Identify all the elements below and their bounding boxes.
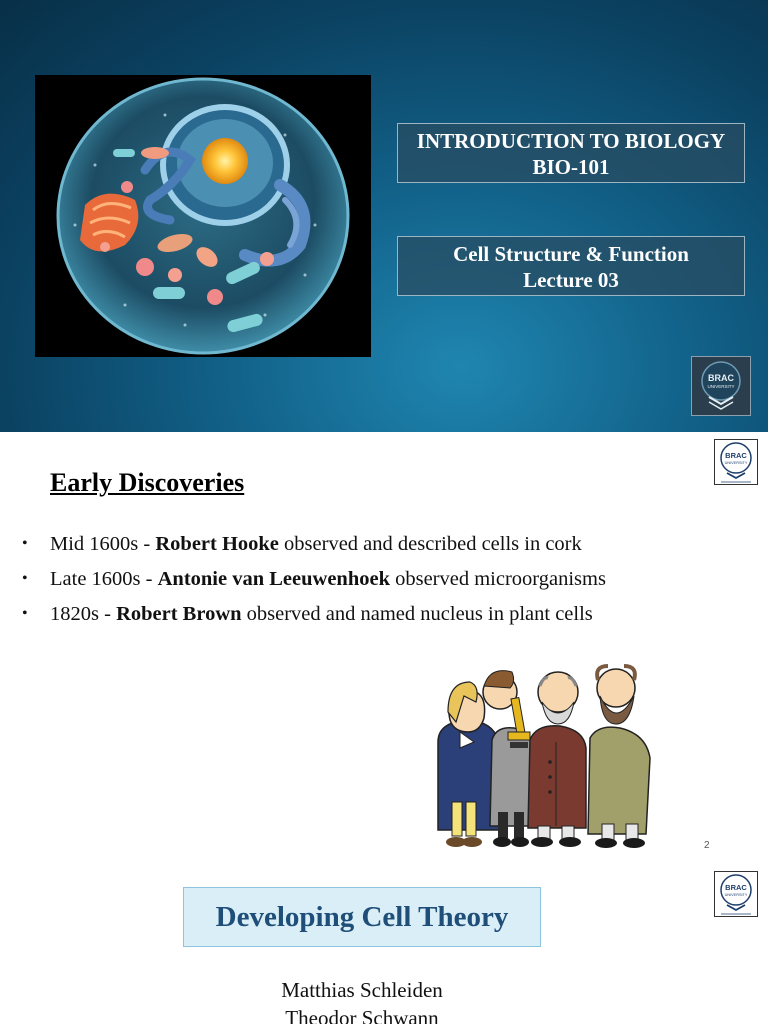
scientist-name: Robert Brown [116, 603, 242, 625]
svg-text:BRAC: BRAC [708, 373, 734, 383]
bullet-icon: • [22, 570, 28, 587]
list-item: • Mid 1600s - Robert Hooke observed and described cells in cork [22, 530, 606, 565]
cell-theory-slide [0, 864, 768, 1024]
scientist-name: Theodor Schwann [285, 1006, 439, 1024]
scientist-name: Robert Hooke [155, 533, 279, 555]
scientist-name: Matthias Schleiden [281, 978, 443, 1002]
list-item: • Late 1600s - Antonie van Leeuwenhoek observed microorganisms [22, 565, 606, 600]
early-discoveries-slide [0, 432, 768, 864]
brac-university-logo [691, 356, 751, 416]
scientist-names [0, 976, 724, 1024]
svg-text:UNIVERSITY: UNIVERSITY [707, 384, 735, 389]
course-title: INTRODUCTION TO BIOLOGY [416, 129, 726, 153]
svg-text:BRAC: BRAC [725, 451, 747, 460]
page-number: 2 [704, 840, 710, 851]
discovery-list [22, 530, 606, 635]
lecture-title-box [397, 236, 745, 296]
course-title-box [397, 123, 745, 183]
svg-text:UNIVERSITY: UNIVERSITY [724, 893, 748, 897]
brac-university-logo [714, 439, 758, 485]
slide-heading: Early Discoveries [50, 468, 245, 497]
svg-text:UNIVERSITY: UNIVERSITY [724, 461, 748, 465]
svg-text:BRAC: BRAC [725, 883, 747, 892]
bullet-icon: • [22, 535, 28, 552]
title-slide [0, 0, 768, 432]
lecture-number: Lecture 03 [523, 268, 619, 292]
bullet-icon: • [22, 605, 28, 622]
scientists-cartoon [430, 662, 662, 858]
list-item: • 1820s - Robert Brown observed and named nucleus in plant cells [22, 600, 606, 635]
brac-university-logo [714, 871, 758, 917]
course-code: BIO-101 [532, 155, 610, 179]
animal-cell-illustration [35, 75, 371, 357]
lecture-topic: Cell Structure & Function [453, 242, 689, 266]
scientist-name: Antonie van Leeuwenhoek [157, 568, 390, 590]
slide-heading: Developing Cell Theory [183, 887, 541, 947]
